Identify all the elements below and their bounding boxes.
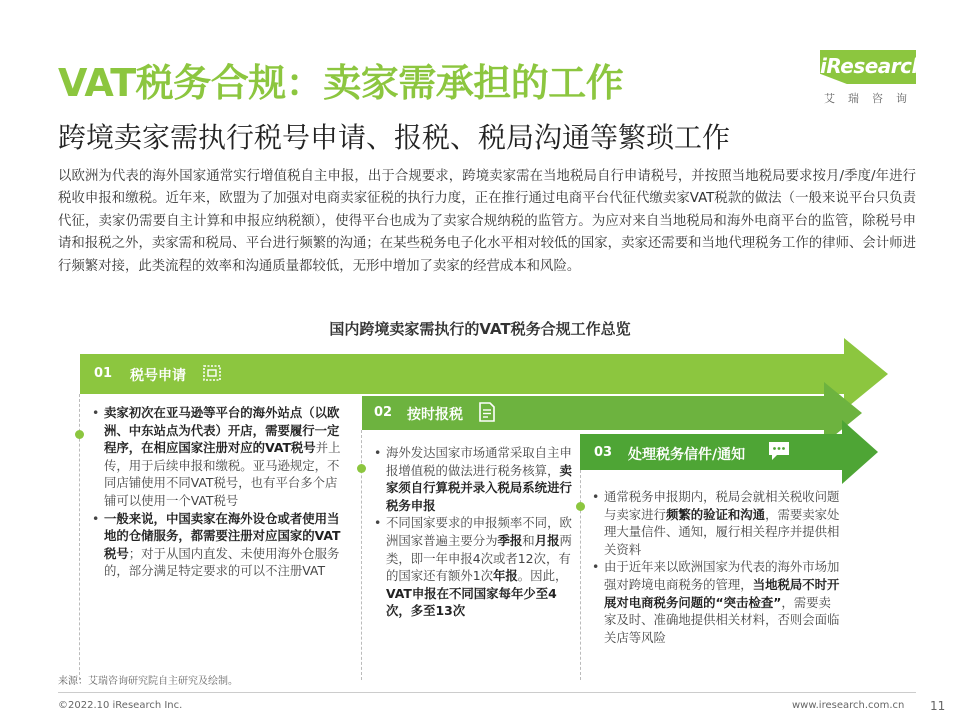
bullet-item xyxy=(592,558,840,646)
text-segment: 由于近年来以欧洲国家为代表的海外市场加强对跨境电商税务的管理， xyxy=(604,559,840,592)
step-01-details xyxy=(92,404,348,580)
step-02-dot xyxy=(357,464,366,473)
intro-paragraph: 以欧洲为代表的海外国家通常实行增值税自主申报，出于合规要求，跨境卖家需在当地税局自行申请税号，并按照当地税局要求按月/季度/年进行税收申报和缴税。近年来，欧盟为了加强对电商卖家征税的执行力度，正在推行通过电商平台代征代缴卖家VAT税款的做法（一般来说平台只负责代征，卖家仍需要自主计算和申报应纳税额），使得平台也成为了卖家合规纳税的监管方。为应对来自当地税局和海外电商平台的监管，除税号申请和报税之外，卖家需和税局、平台进行频繁的沟通；在某些税务电子化水平相对较低的国家，卖家还需要和当地代理税务工作的律师、会计师进行频繁对接，此类流程的效率和沟通质量都较低，无形中增加了卖家的经营成本和风险。 xyxy=(58,169,916,274)
logo-text: iResearch xyxy=(820,54,926,78)
page-subtitle: 跨境卖家需执行税号申请、报税、税局沟通等繁琐工作 xyxy=(58,121,731,154)
step-02-label: 按时报税 xyxy=(407,407,463,423)
source-note: 来源：艾瑞咨询研究院自主研究及绘制。 xyxy=(58,676,238,687)
step-02-details xyxy=(374,444,572,620)
text-segment: 。因此， xyxy=(517,568,568,584)
bullet-item xyxy=(92,404,348,510)
bold-text: 频繁的验证和沟通 xyxy=(665,506,766,522)
step-03-dot xyxy=(576,502,585,511)
bullet-item xyxy=(374,444,572,514)
page-number: 11 xyxy=(930,699,946,713)
bullet-item xyxy=(592,488,840,558)
page-title: VAT税务合规：卖家需承担的工作 xyxy=(58,61,624,105)
text-segment: 两类，即一年申报4次或者12次，有的国家还有额外1次 xyxy=(386,532,572,584)
text-segment: 并上传，用于后续申报和缴税。亚马逊规定，不同店铺使用不同VAT税号，也有平台多个店铺可以使用一个VAT税号 xyxy=(104,440,341,508)
text-segment: ，需要卖家及时、准确地提供相关材料，否则会面临关店等风险 xyxy=(604,594,840,645)
step-02-number: 02 xyxy=(374,405,393,420)
step-03-label: 处理税务信件/通知 xyxy=(628,447,746,463)
bold-text: VAT申报在不同国家每年少至4次，多至13次 xyxy=(386,585,557,619)
iresearch-logo xyxy=(820,50,926,110)
text-segment: 海外发达国家市场通常采取自主申报增值税的做法进行税务核算， xyxy=(386,445,572,478)
step-01-dot xyxy=(75,430,84,439)
bold-text: 当地税局不时开展对电商税务问题的“突击检查” xyxy=(604,576,840,610)
footer-url[interactable]: www.iresearch.com.cn xyxy=(792,700,905,711)
step-03-number: 03 xyxy=(594,445,613,460)
document-icon xyxy=(477,401,497,427)
id-card-icon xyxy=(202,363,222,387)
step-01-number: 01 xyxy=(94,366,113,381)
step-03-details xyxy=(592,488,840,646)
bold-text: 卖家须自行算税并录入税局系统进行税务申报 xyxy=(386,462,572,513)
bullet-list xyxy=(374,444,572,620)
bold-text: 卖家初次在亚马逊等平台的海外站点（以欧洲、中东站点为代表）开店， xyxy=(104,405,340,438)
bullet-list xyxy=(592,488,840,646)
bold-text: 需要履行一定程序，在相应国家注册对应的VAT税号 xyxy=(104,422,340,456)
text-segment: 和 xyxy=(522,532,535,548)
bold-text: 一般来说，中国卖家在海外设仓或者使用当地的仓储服务，都需要注册对应国家的VAT税号 xyxy=(104,510,341,561)
bullet-list xyxy=(92,404,348,580)
bullet-item xyxy=(92,510,348,580)
bold-text: 年报 xyxy=(493,568,518,584)
text-segment: 通常税务申报期内，税局会就相关税收问题与卖家进行 xyxy=(604,489,840,522)
footer-divider xyxy=(58,692,916,693)
text-segment: ；对于从国内直发、未使用海外仓服务的，部分满足特定要求的可以不注册VAT xyxy=(104,545,340,579)
step-01-label: 税号申请 xyxy=(130,368,186,384)
section-title: 国内跨境卖家需执行的VAT税务合规工作总览 xyxy=(329,320,631,338)
text-segment: ，需要卖家处理大量信件、通知，履行相关程序并提供相关资料 xyxy=(604,506,840,557)
bold-text: 季报 xyxy=(497,532,523,548)
footer-copyright: ©2022.10 iResearch Inc. xyxy=(58,700,183,711)
bold-text: 月报 xyxy=(534,532,560,548)
logo-subtext: 艾瑞咨询 xyxy=(824,92,920,105)
chat-icon xyxy=(767,440,791,466)
text-segment: 不同国家要求的申报频率不同，欧洲国家普遍主要分为 xyxy=(386,515,572,548)
bullet-item xyxy=(374,514,572,620)
